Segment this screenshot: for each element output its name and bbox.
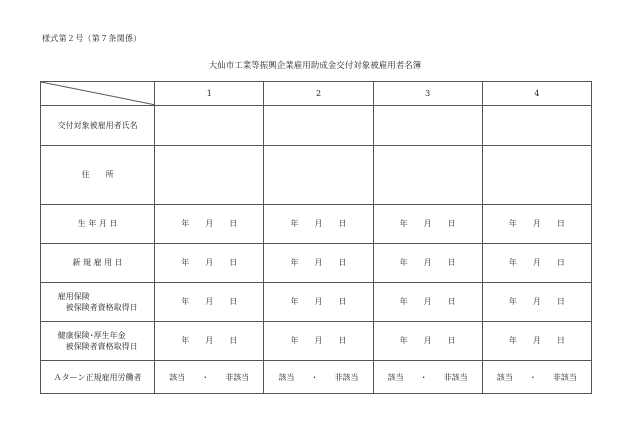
column-header-2: 2: [264, 82, 373, 106]
address-cell-4[interactable]: [482, 145, 591, 204]
a-turn-cell-3[interactable]: 該当 ・ 非該当: [373, 361, 482, 394]
row-address: [41, 145, 592, 204]
a-turn-cell-4[interactable]: 該当 ・ 非該当: [482, 361, 591, 394]
row-a-turn: [41, 361, 592, 394]
name-cell-3[interactable]: [373, 105, 482, 145]
row-label-health-insurance: 健康保険･厚生年金 被保険者資格取得日: [41, 321, 155, 360]
employment-insurance-cell-3[interactable]: 年 月 日: [373, 282, 482, 321]
row-employment-insurance: [41, 282, 592, 321]
row-name: [41, 105, 592, 145]
column-header-3: 3: [373, 82, 482, 106]
employment-insurance-cell-2[interactable]: 年 月 日: [264, 282, 373, 321]
column-header-4: 4: [482, 82, 591, 106]
hire-date-cell-4[interactable]: 年 月 日: [482, 243, 591, 282]
column-header-1: 1: [155, 82, 264, 106]
name-cell-2[interactable]: [264, 105, 373, 145]
row-label-hire-date: 新 規 雇 用 日: [41, 243, 155, 282]
document-title: 大仙市工業等振興企業雇用助成金交付対象被雇用者名簿: [208, 61, 422, 71]
hire-date-cell-2[interactable]: 年 月 日: [264, 243, 373, 282]
name-cell-1[interactable]: [155, 105, 264, 145]
health-insurance-cell-3[interactable]: 年 月 日: [373, 321, 482, 360]
row-label-birthdate: 生 年 月 日: [41, 204, 155, 243]
hire-date-cell-1[interactable]: 年 月 日: [155, 243, 264, 282]
a-turn-cell-2[interactable]: 該当 ・ 非該当: [264, 361, 373, 394]
row-health-insurance: [41, 321, 592, 360]
birthdate-cell-3[interactable]: 年 月 日: [373, 204, 482, 243]
employment-insurance-cell-4[interactable]: 年 月 日: [482, 282, 591, 321]
birthdate-cell-4[interactable]: 年 月 日: [482, 204, 591, 243]
employee-register-table: [40, 81, 592, 394]
row-birthdate: [41, 204, 592, 243]
row-label-address: 住 所: [41, 145, 155, 204]
health-insurance-cell-4[interactable]: 年 月 日: [482, 321, 591, 360]
health-insurance-cell-2[interactable]: 年 月 日: [264, 321, 373, 360]
address-cell-3[interactable]: [373, 145, 482, 204]
row-label-employment-insurance: 雇用保険 被保険者資格取得日: [41, 282, 155, 321]
health-insurance-cell-1[interactable]: 年 月 日: [155, 321, 264, 360]
address-cell-1[interactable]: [155, 145, 264, 204]
employment-insurance-cell-1[interactable]: 年 月 日: [155, 282, 264, 321]
address-cell-2[interactable]: [264, 145, 373, 204]
birthdate-cell-2[interactable]: 年 月 日: [264, 204, 373, 243]
header-row: [41, 82, 592, 106]
header-corner-cell: [41, 82, 155, 106]
row-label-name: 交付対象被雇用者氏名: [41, 105, 155, 145]
hire-date-cell-3[interactable]: 年 月 日: [373, 243, 482, 282]
a-turn-cell-1[interactable]: 該当 ・ 非該当: [155, 361, 264, 394]
row-hire-date: [41, 243, 592, 282]
form-number: 様式第２号（第７条関係）: [42, 34, 142, 43]
row-label-a-turn: Ａターン正規雇用労働者: [41, 361, 155, 394]
diagonal-line: [41, 82, 154, 105]
birthdate-cell-1[interactable]: 年 月 日: [155, 204, 264, 243]
name-cell-4[interactable]: [482, 105, 591, 145]
